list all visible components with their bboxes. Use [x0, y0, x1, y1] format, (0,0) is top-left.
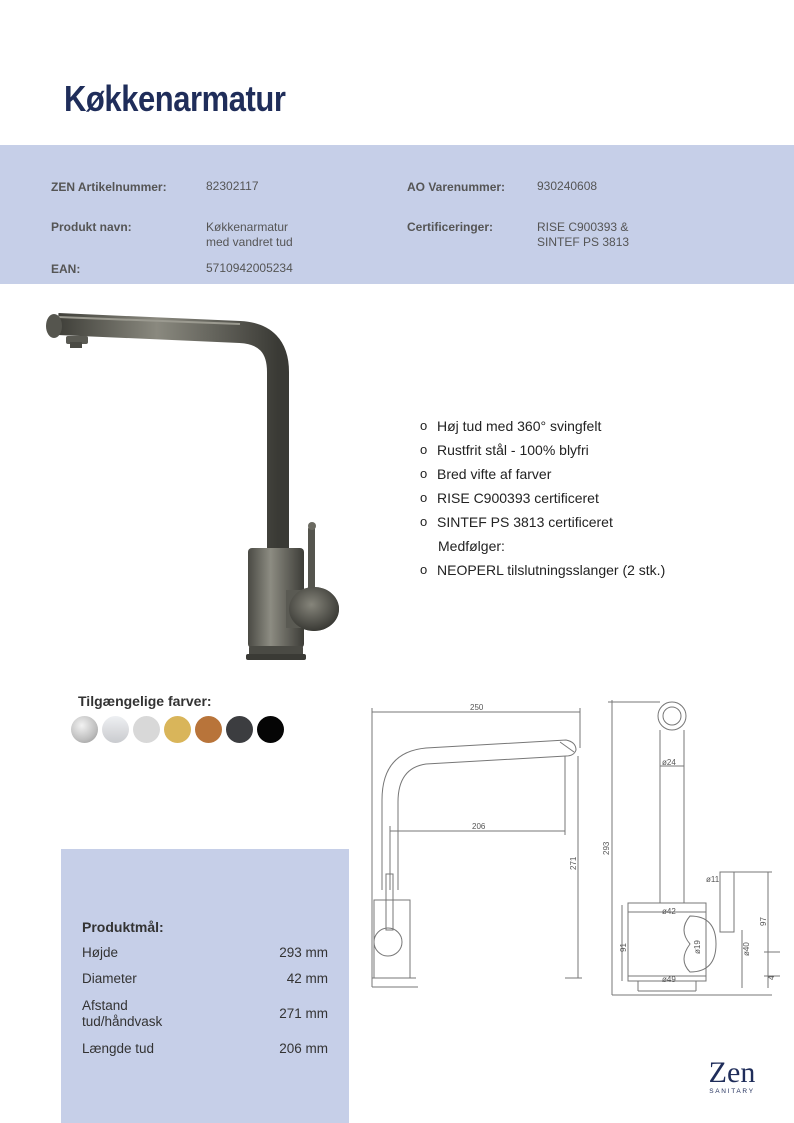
color-swatch-brushed-steel	[102, 716, 129, 743]
bullet-icon: o	[420, 562, 428, 577]
dim-row-value-height: 293 mm	[279, 945, 328, 960]
feature-list	[420, 416, 665, 584]
dimensions-title: Produktmål:	[82, 919, 164, 935]
color-swatch-copper	[195, 716, 222, 743]
product-name-line1: Køkkenarmatur	[206, 220, 289, 234]
feature-item: o RISE C900393 certificeret	[420, 490, 599, 506]
feature-item: Medfølger:	[438, 538, 505, 554]
dim-label-d11: ø11	[706, 875, 720, 884]
dim-label-d42: ø42	[662, 907, 676, 916]
dim-row-label-distance: Afstand tud/håndvask	[82, 998, 163, 1029]
dim-label-250: 250	[470, 703, 484, 712]
product-name-label: Produkt navn:	[51, 220, 132, 234]
ean-label: EAN:	[51, 262, 81, 276]
technical-drawing	[360, 690, 794, 1000]
dim-label-d19: ø19	[693, 940, 702, 954]
dim-label-206: 206	[472, 822, 486, 831]
dim-label-d24: ø24	[662, 758, 676, 767]
logo-name: Zen	[708, 1056, 756, 1089]
product-dimensions-box	[61, 849, 349, 1123]
bullet-icon: o	[420, 418, 428, 433]
bullet-icon: o	[420, 514, 428, 529]
color-swatch-gunmetal	[226, 716, 253, 743]
colors-title: Tilgængelige farver:	[78, 693, 212, 709]
zen-sanitary-logo	[704, 1058, 760, 1095]
page-title: Køkkenarmatur	[64, 78, 286, 119]
dim-label-d40: ø40	[742, 942, 751, 956]
logo-sub: SANITARY	[709, 1088, 755, 1095]
feature-item: o NEOPERL tilslutningsslanger (2 stk.)	[420, 562, 666, 578]
color-swatch-chrome	[71, 716, 98, 743]
product-name-line2: med vandret tud	[206, 235, 293, 249]
ao-number-label: AO Varenummer:	[407, 180, 506, 194]
product-name-value	[206, 220, 293, 250]
feature-item: o Bred vifte af farver	[420, 466, 552, 482]
bullet-icon: o	[420, 466, 428, 481]
color-swatch-white	[133, 716, 160, 743]
dim-label-4: 4	[767, 975, 776, 980]
faucet-image	[40, 308, 350, 668]
info-band	[0, 145, 794, 284]
ao-number-value: 930240608	[537, 179, 598, 193]
dim-row-label-diameter: Diameter	[82, 971, 137, 986]
dim-row-value-diameter: 42 mm	[286, 971, 328, 986]
dim-label-97: 97	[759, 917, 768, 926]
certifications-line1: RISE C900393 &	[537, 220, 629, 234]
dim-label-91: 91	[619, 943, 628, 952]
dim-row-value-spout-length: 206 mm	[279, 1041, 328, 1056]
feature-item: o Høj tud med 360° svingfelt	[420, 418, 602, 434]
dim-label-d49: ø49	[662, 975, 676, 984]
dim-label-293: 293	[602, 841, 611, 855]
feature-item: o SINTEF PS 3813 certificeret	[420, 514, 613, 530]
zen-article-value: 82302117	[206, 179, 259, 193]
certifications-label: Certificeringer:	[407, 220, 494, 234]
color-swatch-black	[257, 716, 284, 743]
ean-value: 5710942005234	[206, 261, 293, 275]
dim-row-label-spout-length: Længde tud	[82, 1041, 155, 1056]
certifications-line2: SINTEF PS 3813	[537, 235, 630, 249]
dim-label-271: 271	[569, 856, 578, 870]
bullet-icon: o	[420, 490, 428, 505]
zen-article-label: ZEN Artikelnummer:	[51, 180, 167, 194]
dim-row-value-distance: 271 mm	[279, 1006, 328, 1021]
color-swatch-gold	[164, 716, 191, 743]
certifications-value	[537, 220, 629, 250]
bullet-icon: o	[420, 442, 428, 457]
dim-row-label-height: Højde	[82, 945, 119, 960]
feature-item: o Rustfrit stål - 100% blyfri	[420, 442, 589, 458]
